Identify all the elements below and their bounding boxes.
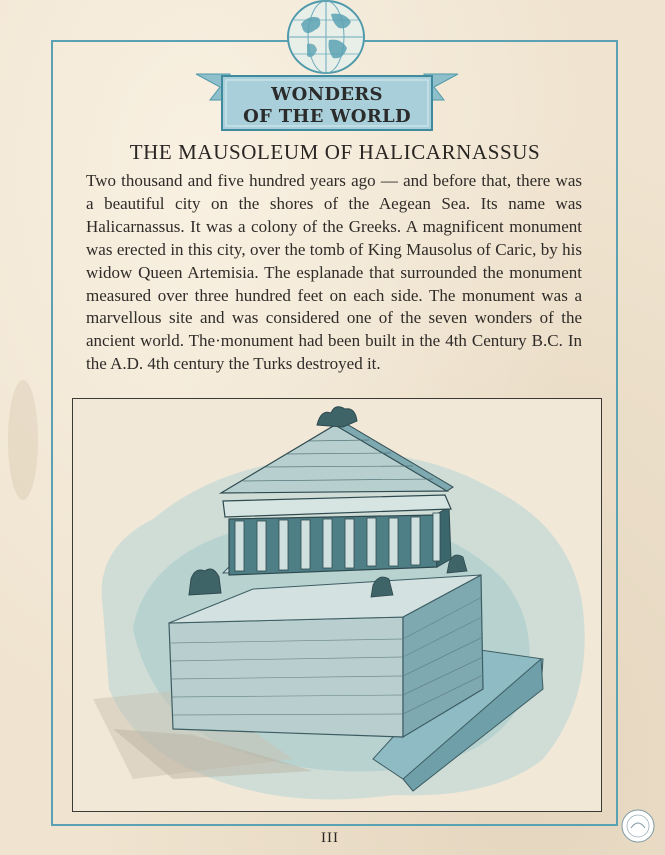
- paper-stain: [8, 380, 38, 500]
- globe-icon: [285, 0, 367, 76]
- article-title: THE MAUSOLEUM OF HALICARNASSUS: [129, 140, 541, 164]
- watermark-stamp: [620, 808, 656, 844]
- banner-heading: [224, 84, 430, 128]
- mausoleum-drawing: [73, 399, 602, 812]
- banner-line-1: WONDERS: [271, 84, 383, 105]
- page-number: III: [321, 830, 339, 846]
- banner-line-2: OF THE WORLD: [243, 106, 411, 127]
- article-body: Two thousand and five hundred years ago — and before that, there was a beautiful city on the shores of the Aegean Sea. Its name was Halicarnassus. It was a colony of the Greeks. A magnificent monument was erected in this city, over the tomb of King Mausolus of Caric, by his widow Queen Artemisia. The esplanade that surrounded the monument measured over three hundred feet on each side. The monument was a marvellous site and was considered one of the seven wonders of the ancient world. The·monument had been built in the 4th Century B.C. In the A.D. 4th century the Turks destroyed it.: [86, 171, 582, 374]
- mausoleum-illustration: [72, 398, 602, 812]
